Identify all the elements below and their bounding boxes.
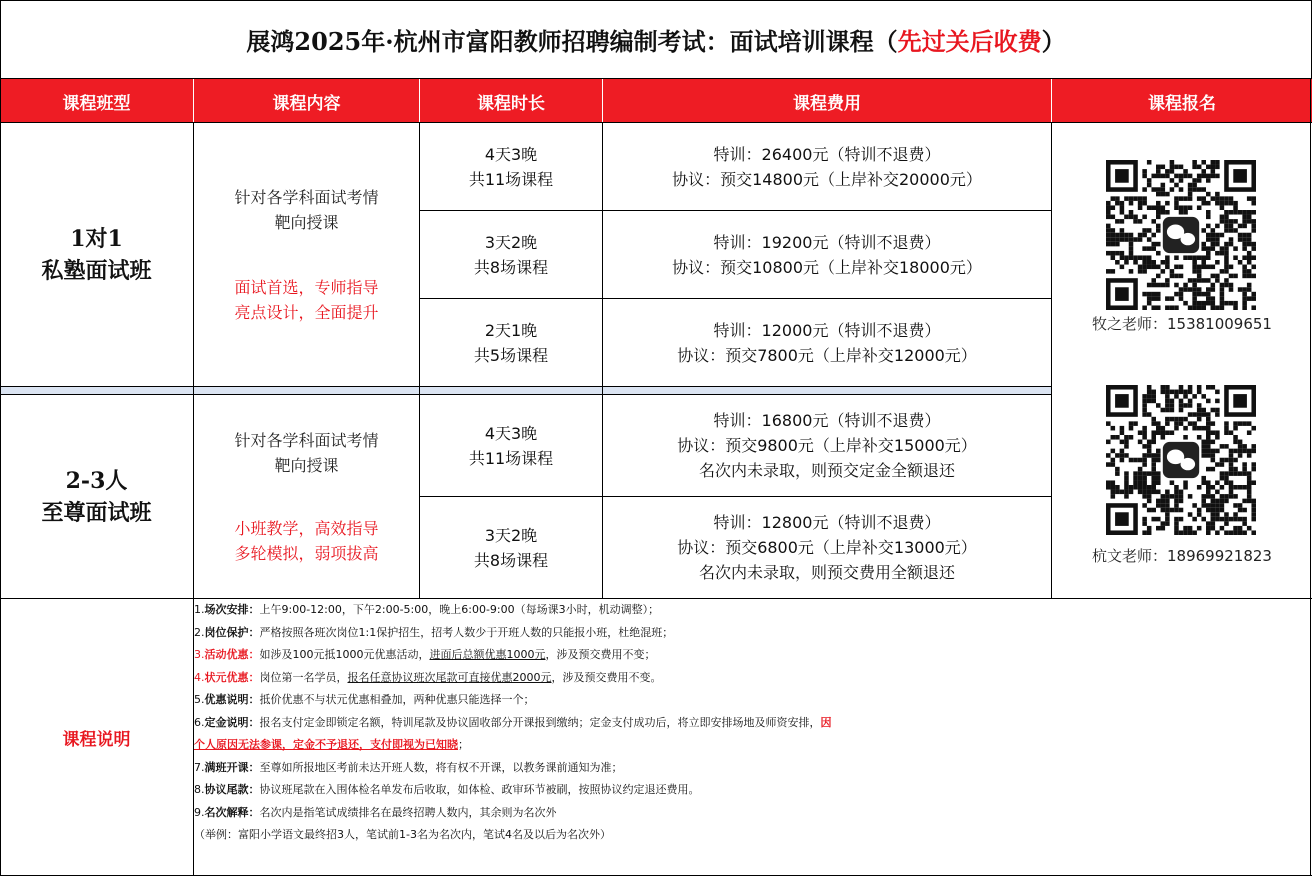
note-number: 7. bbox=[194, 760, 205, 774]
fee-line2: 协议：预交6800元（上岸补交13000元） bbox=[677, 538, 977, 557]
class2-name-line2: 至尊面试班 bbox=[41, 499, 152, 526]
note-label: 活动优惠： bbox=[204, 648, 260, 661]
notes-label bbox=[0, 599, 193, 875]
fee-line3: 名次内未录取，则预交定金全额退还 bbox=[698, 461, 955, 480]
header-fee: 课程费用 bbox=[603, 79, 1052, 123]
header-class-type: 课程班型 bbox=[0, 79, 194, 123]
notes-label-text: 课程说明 bbox=[62, 729, 131, 750]
class2-option2-duration bbox=[420, 497, 602, 598]
note-text: 如涉及100元抵1000元优惠活动， bbox=[259, 648, 430, 661]
note-text: 上午9:00-12:00，下午2:00-5:00，晚上6:00-9:00（每场课3小时，机动调整）； bbox=[259, 603, 660, 616]
duration-line2: 共11场课程 bbox=[468, 169, 554, 189]
class2-option2-fee bbox=[603, 497, 1051, 598]
class1-name-line1: 1对1 bbox=[70, 225, 123, 252]
class1-option2-duration bbox=[420, 211, 602, 298]
page-title bbox=[0, 0, 1312, 79]
note-text: 至尊如所报地区考前未达开班人数，将有权不开课，以教务课前通知为准； bbox=[259, 760, 623, 774]
class1-option2-fee bbox=[603, 211, 1051, 298]
class1-feature-line1: 面试首选，专师指导 bbox=[234, 277, 379, 297]
fee-line2: 协议：预交7800元（上岸补交12000元） bbox=[677, 345, 977, 365]
class1-option1-fee bbox=[603, 123, 1051, 210]
class2-name bbox=[0, 395, 193, 598]
class1-option3-duration bbox=[420, 299, 602, 386]
header-registration: 课程报名 bbox=[1052, 79, 1312, 123]
note-label: 协议尾款： bbox=[204, 783, 260, 796]
note-item bbox=[194, 757, 1310, 780]
class1-content-line2: 靶向授课 bbox=[274, 212, 339, 232]
note-example-text: （举例：富阳小学语文最终招3人，笔试前1-3名为名次内，笔试4名及以后为名次外） bbox=[194, 828, 611, 841]
note-text: 严格按照各班次岗位1:1保护招生，招考人数少于开班人数的只能报小班，杜绝混班； bbox=[259, 625, 674, 639]
note-item bbox=[194, 802, 1310, 825]
border-right bbox=[1310, 79, 1311, 876]
fee-line2: 协议：预交10800元（上岸补交18000元） bbox=[672, 257, 982, 277]
class2-content-line2: 靶向授课 bbox=[274, 455, 339, 475]
header-duration: 课程时长 bbox=[420, 79, 603, 123]
teacher2-contact: 杭文老师：18969921823 bbox=[1092, 547, 1272, 565]
duration-line2: 共11场课程 bbox=[468, 448, 554, 468]
note-text: 报名支付定金即锁定名额，特训尾款及协议固收部分开课报到缴纳；定金支付成功后，将立即安排场地及师资安排， bbox=[259, 715, 821, 729]
note-number: 3. bbox=[194, 648, 205, 661]
note-text: 抵价优惠不与状元优惠相叠加，两种优惠只能选择一个； bbox=[259, 693, 535, 706]
note-number: 4. bbox=[194, 670, 205, 684]
note-item bbox=[194, 622, 1310, 645]
note-item bbox=[194, 599, 1310, 622]
note-number: 9. bbox=[194, 805, 205, 819]
header-content: 课程内容 bbox=[194, 79, 420, 123]
note-label: 名次解释： bbox=[204, 805, 260, 819]
title-main: 展鸿2025年·杭州市富阳教师招聘编制考试：面试培训课程（ bbox=[246, 27, 898, 56]
note-item bbox=[194, 712, 1310, 735]
class1-option1-duration bbox=[420, 123, 602, 210]
duration-line1: 4天3晚 bbox=[484, 144, 538, 164]
class2-content-line1: 针对各学科面试考情 bbox=[234, 430, 379, 450]
duration-line2: 共8场课程 bbox=[473, 257, 549, 277]
note-label: 岗位保护： bbox=[204, 625, 260, 639]
class2-feature-line2: 多轮模拟，弱项拔高 bbox=[234, 543, 379, 563]
note-number: 6. bbox=[194, 715, 205, 729]
note-number: 1. bbox=[194, 603, 205, 616]
duration-line1: 4天3晚 bbox=[484, 423, 538, 443]
fee-line1: 特训：16800元（特训不退费） bbox=[713, 411, 941, 430]
qr-code-teacher2[interactable] bbox=[1106, 385, 1256, 535]
note-number: 5. bbox=[194, 693, 205, 706]
col-line-4 bbox=[1051, 122, 1052, 598]
class2-name-line1: 2-3人 bbox=[65, 467, 128, 494]
class1-content bbox=[194, 123, 419, 386]
note-item bbox=[194, 689, 1310, 712]
note-item bbox=[194, 667, 1310, 690]
note-warning-text: 因 bbox=[820, 715, 832, 729]
qr-code-teacher1[interactable] bbox=[1106, 160, 1256, 310]
note-text: ； bbox=[458, 738, 469, 751]
note-text: ，涉及预交费用不变； bbox=[545, 648, 656, 661]
class1-name bbox=[0, 123, 193, 386]
note-underlined-text: 进面后总额优惠1000元 bbox=[429, 648, 546, 661]
class2-option1-duration bbox=[420, 395, 602, 496]
class2-feature-line1: 小班教学，高效指导 bbox=[234, 518, 379, 538]
class2-content bbox=[194, 395, 419, 598]
fee-line3: 名次内未录取，则预交费用全额退还 bbox=[698, 563, 955, 582]
class1-content-line1: 针对各学科面试考情 bbox=[234, 187, 379, 207]
notes-list bbox=[194, 599, 1310, 847]
note-item-continued bbox=[194, 734, 1310, 757]
class2-option1-fee bbox=[603, 395, 1051, 496]
note-warning-text: 个人原因无法参课，定金不予退还，支付即视为已知晓 bbox=[194, 738, 458, 751]
group-divider bbox=[0, 386, 1052, 395]
fee-line1: 特训：26400元（特训不退费） bbox=[713, 144, 941, 164]
note-text: 名次内是指笔试成绩排名在最终招聘人数内，其余则为名次外 bbox=[259, 805, 557, 819]
duration-line1: 3天2晚 bbox=[484, 525, 538, 545]
title-highlight: 先过关后收费 bbox=[897, 27, 1042, 56]
duration-line1: 2天1晚 bbox=[484, 320, 538, 340]
duration-line1: 3天2晚 bbox=[484, 232, 538, 252]
note-text: 协议班尾款在入围体检名单发布后收取，如体检、政审环节被刷，按照协议约定退还费用。 bbox=[259, 783, 700, 796]
note-label: 状元优惠： bbox=[204, 670, 260, 684]
note-text: 岗位第一名学员， bbox=[259, 670, 348, 684]
fee-line2: 协议：预交9800元（上岸补交15000元） bbox=[677, 436, 977, 455]
note-label: 定金说明： bbox=[204, 715, 260, 729]
note-label: 满班开课： bbox=[204, 760, 260, 774]
note-number: 8. bbox=[194, 783, 205, 796]
note-example bbox=[194, 824, 1310, 847]
fee-line1: 特训：12800元（特训不退费） bbox=[713, 513, 941, 532]
class1-name-line2: 私塾面试班 bbox=[41, 257, 152, 284]
class1-option3-fee bbox=[603, 299, 1051, 386]
fee-line1: 特训：12000元（特训不退费） bbox=[713, 320, 941, 340]
duration-line2: 共8场课程 bbox=[473, 550, 549, 570]
note-item bbox=[194, 779, 1310, 802]
note-number: 2. bbox=[194, 625, 205, 639]
fee-line2: 协议：预交14800元（上岸补交20000元） bbox=[672, 169, 982, 189]
fee-line1: 特训：19200元（特训不退费） bbox=[713, 232, 941, 252]
note-underlined-text: 报名任意协议班次尾款可直接优惠2000元 bbox=[347, 670, 552, 684]
note-item bbox=[194, 644, 1310, 667]
note-label: 场次安排： bbox=[204, 603, 260, 616]
class1-feature-line2: 亮点设计，全面提升 bbox=[234, 302, 379, 322]
duration-line2: 共5场课程 bbox=[473, 345, 549, 365]
note-text: ，涉及预交费用不变。 bbox=[551, 670, 662, 684]
note-label: 优惠说明： bbox=[204, 693, 260, 706]
teacher1-contact: 牧之老师：15381009651 bbox=[1092, 315, 1272, 333]
title-close: ） bbox=[1041, 27, 1066, 56]
